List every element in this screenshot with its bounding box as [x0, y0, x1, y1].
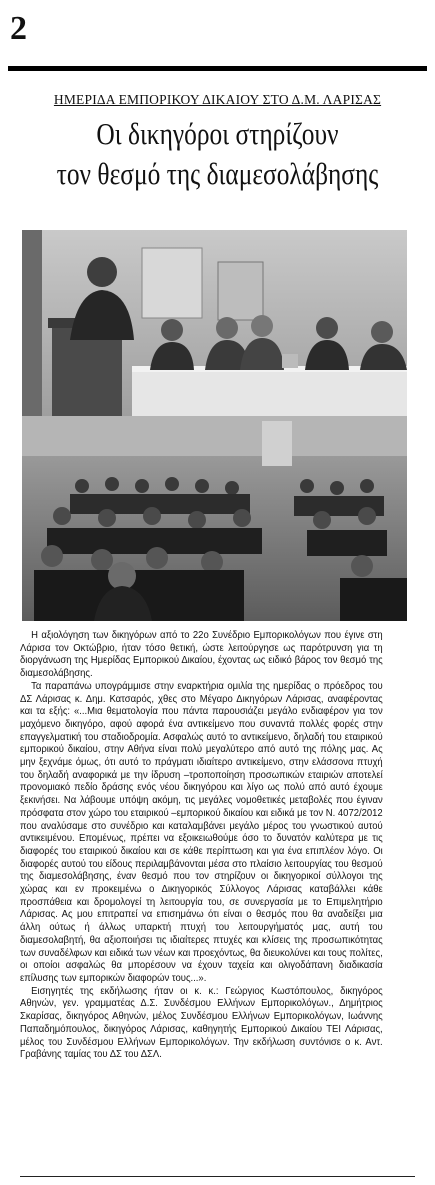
photo-audience	[22, 416, 407, 621]
article-body	[20, 630, 383, 1062]
article-paragraph-1: Η αξιολόγηση των δικηγόρων από το 22ο Συνέδριο Εμπορικολόγων που έγινε στη Λάρισα τον Οκτώβριο, ήταν τόσο θετική, ώστε λειτούργησε ως παρότρυνση για τη διοργάνωση της Ημερίδας Εμπορικού Δικαίου, έχοντας ως ειδικό βάρος τον θεσμό της διαμεσολάβησης.	[20, 630, 383, 680]
headline-line-2: τον θεσμό της διαμεσολάβησης	[56, 156, 379, 191]
top-rule	[8, 66, 427, 71]
page-number: 2	[10, 10, 27, 47]
headline	[39, 114, 396, 194]
article-paragraph-3: Εισηγητές της εκδήλωσης ήταν οι κ. κ.: Γεώργιος Κωστόπουλος, δικηγόρος Αθηνών, γεν. γραμματέας Δ.Σ. Συνδέσμου Ελλήνων Εμπορικολόγων., Δημήτριος Σκαρίσας, δικηγόρος Αθηνών, μέλος Συνδέσμου Ελλήνων Εμπορικολόγων, Ιωάννης Παπαδημόπουλος, δικηγόρος Λάρισας, καθηγητής Εμπορικού Δικαίου ΤΕΙ Λάρισας, μέλος του Συνδέσμου Ελλήνων Εμπορικολόγων. Την εκδήλωση συντόνισε ο κ. Αντ. Γραβάνης ταμίας του ΔΣ του ΔΣΛ.	[20, 985, 383, 1061]
bottom-rule	[20, 1176, 415, 1177]
headline-line-1: Οι δικηγόροι στηρίζουν	[96, 116, 339, 151]
article-paragraph-2: Τα παραπάνω υπογράμμισε στην εναρκτήρια ομιλία της ημερίδας ο πρόεδρος του ΔΣ Λάρισας κ. Δημ. Κατσαρός, χθες στο Μέγαρο Δικηγόρων Λάρισας, αναφέροντας και τα εξής: «...Μια θεματολογία που πάντα παρουσιάζει μεγάλο ενδιαφέρον για τον μαχόμενο δικηγόρο, αφού αφορά ένα αντικείμενο που συναντά πολλές φορές στην επαγγελματική του σταδιοδρομία. Ασφαλώς αυτό το αντικείμενο, δηλαδή του εταιρικού εμπορικού δικαίου, στην Αθήνα είναι πολύ μεγαλύτερο από αυτό της πόλης μας. Ας μην ξεχνάμε όμως, ότι αυτό το πράγματι ιδιαίτερο αντικείμενο, στην ελάσσονα πτυχή του δηλαδή αναφορικά με την ίδρυση –τροποποίηση προσωπικών εταιριών αποτελεί προνομιακό πεδίο δράσης ενός νέου δικηγόρου και λίγο ως πολύ από αυτό έχουμε ξεκινήσει. Να λάβουμε υπόψη ακόμη, τις μεγάλες νομοθετικές μεταβολές που έγιναν πρόσφατα στον χώρο του εταιρικού –εμπορικού δικαίου και ειδικά με τον Ν. 4072/2012 που αναλύσαμε στο συνέδριο και καταλαμβάνει μεγάλο μέρος του γνωστικού αυτού αντικειμένου. Επομένως, πρέπει να εξοικειωθούμε όσο το δυνατόν καλύτερα με τις διαφορές του εταιρικού δικαίου και σε κάθε περίπτωση και για ένα επιπλέον λόγο. Οι διαφορές αυτού του είδους περιλαμβάνονται μέσα στο πλαίσιο λειτουργίας του θεσμού της διαμεσολάβησης, έναν θεσμό που τον στηρίζουν οι δικηγορικοί σύλλογοι της χώρας και εν προκειμένω ο Δικηγορικός Σύλλογος Λάρισας καταβάλλει κάθε προσπάθεια και δρομολογεί τη λειτουργία του, σε συνεργασία με το Επιμελητήριο Λάρισας. Ας μου επιτραπεί να επισημάνω ότι είναι ο θεσμός που θα αναδείξει μια άλλη ούτως ή άλλως υπαρκτή πτυχή του λειτουργήματός μας, αυτή του διαμεσολαβητή, θα αξιοποιήσει τις ιδιαίτερες πτυχές και κλίσεις της προσωπικότητας των συναδέλφων και ειδικά των νέων και προεχόντως, θα διευκολύνει και τους πολίτες, οι οποίοι ασφαλώς θα μπορέσουν να έχουν ταχεία και ολιγοδάπανη διαδικασία επίλυσης των εμπορικών διαφορών τους...».	[20, 680, 383, 984]
kicker: ΗΜΕΡΙΔΑ ΕΜΠΟΡΙΚΟΥ ΔΙΚΑΙΟΥ ΣΤΟ Δ.Μ. ΛΑΡΙΣΑΣ	[53, 92, 382, 107]
photo-speaker-panel	[22, 230, 407, 420]
